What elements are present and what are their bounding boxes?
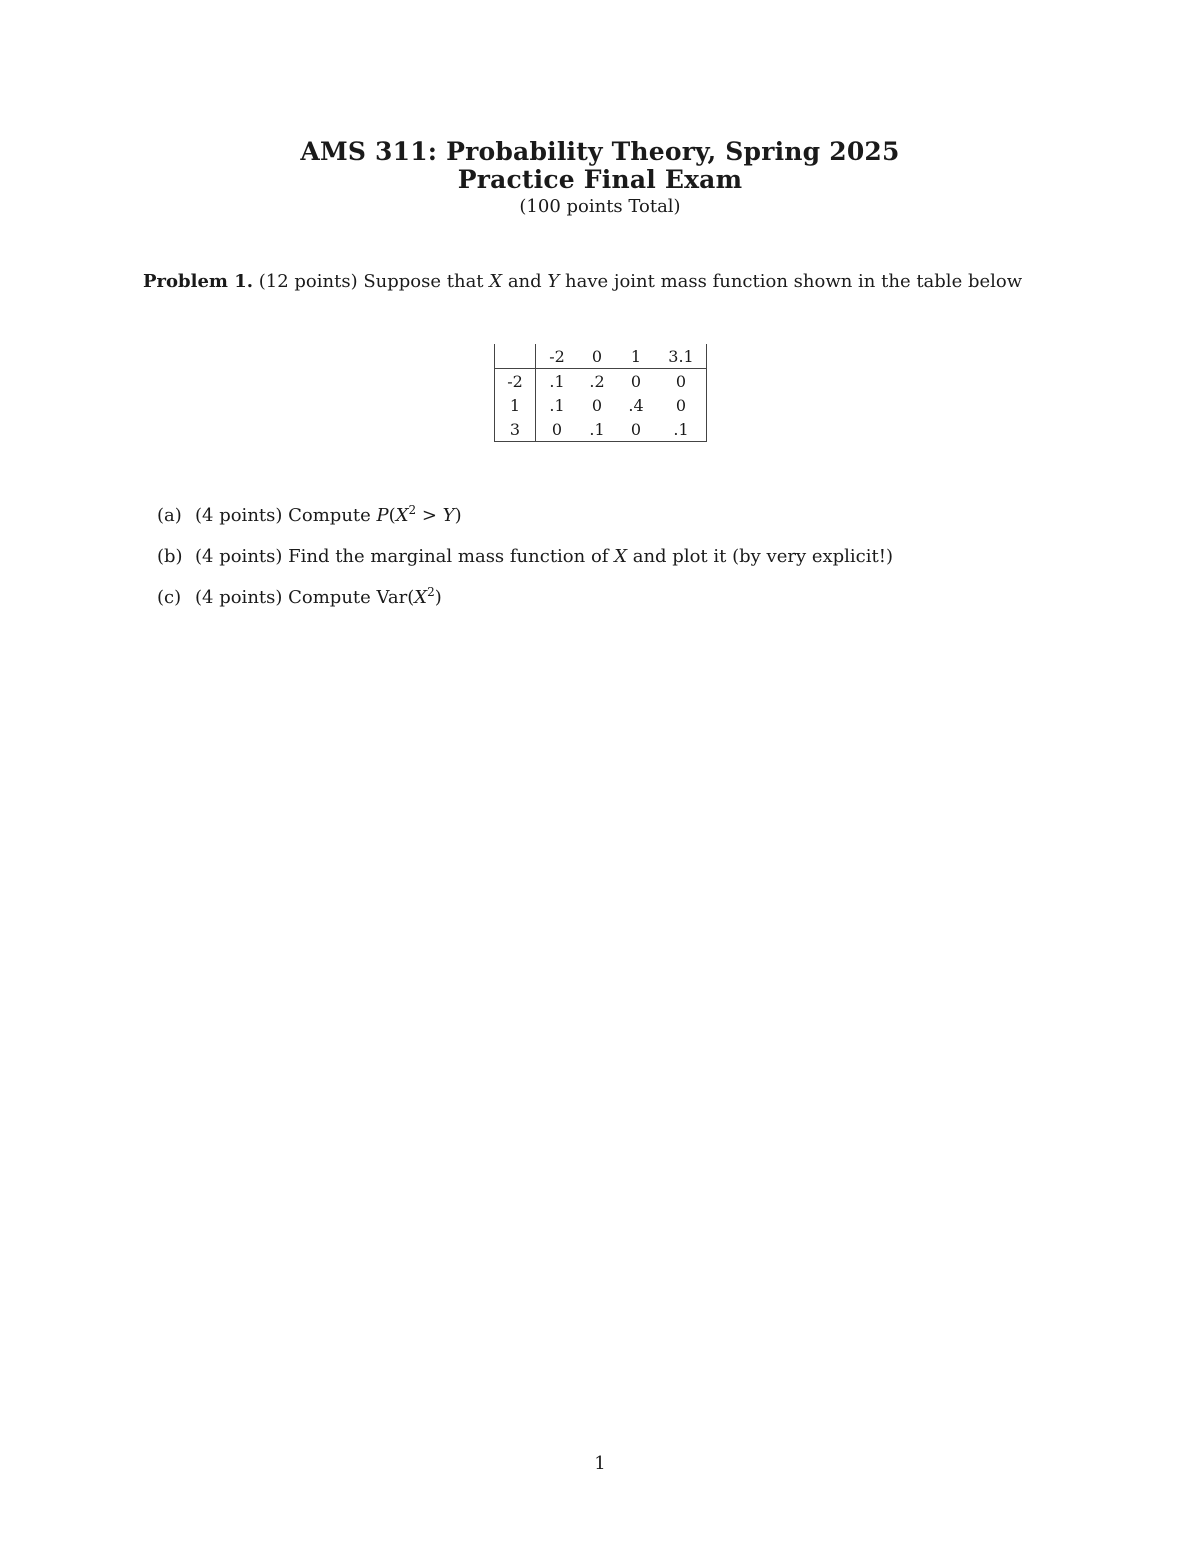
table-cell: .4 (628, 395, 644, 415)
table-cell: .2 (589, 371, 605, 391)
problem-1-text-b: have joint mass function shown in the table below (559, 271, 1023, 292)
math-open-paren: ( (388, 505, 396, 526)
math-close-paren: ) (454, 505, 462, 526)
table-col-header: 3.1 (656, 344, 707, 369)
table-header-row (495, 344, 707, 369)
problem-1-and: and (502, 271, 548, 292)
table-cell: .1 (549, 371, 565, 391)
math-comparison: > Y (416, 505, 455, 526)
table-cell: 0 (656, 369, 707, 394)
part-text-suffix: ) (434, 587, 442, 608)
course-title: AMS 311: Probability Theory, Spring 2025 (300, 137, 900, 166)
table-col-header: 1 (616, 344, 656, 369)
page-number: 1 (594, 1453, 606, 1474)
part-label: (a) (157, 505, 182, 526)
table-corner-cell (495, 344, 536, 369)
table-cell: 0 (616, 417, 656, 442)
math-x: X (395, 505, 409, 526)
problem-1-parts (157, 503, 893, 626)
problem-1-statement (143, 269, 1022, 295)
table-row-header: 3 (495, 417, 536, 442)
variable-x: X (489, 271, 503, 292)
table-cell: .1 (656, 417, 707, 442)
math-x: X (614, 546, 628, 567)
table-cell: 0 (536, 417, 579, 442)
problem-1-label: Problem 1. (143, 271, 254, 292)
variable-y: Y (547, 271, 560, 292)
table-row-header: -2 (495, 369, 536, 394)
table-row (495, 369, 707, 394)
part-text: (4 points) Compute Var( (195, 587, 415, 608)
table-row (495, 417, 707, 442)
part-b (157, 544, 893, 585)
math-x: X (414, 587, 428, 608)
table-cell: 0 (656, 393, 707, 417)
part-label: (b) (157, 546, 183, 567)
joint-mass-function-table (494, 344, 707, 442)
part-text-suffix: and plot it (by very explicit!) (627, 546, 894, 567)
math-exponent: 2 (427, 585, 435, 599)
table-cell: 0 (630, 371, 642, 391)
table-row-header: 1 (495, 393, 536, 417)
part-text: (4 points) Compute (195, 505, 377, 526)
math-p: P (376, 505, 389, 526)
problem-1-text-a: (12 points) Suppose that (258, 271, 490, 292)
part-a (157, 503, 893, 544)
table-row (495, 393, 707, 417)
table-cell: .1 (578, 417, 616, 442)
part-c (157, 585, 893, 626)
title-block (0, 138, 1200, 220)
part-text: (4 points) Find the marginal mass function of (195, 546, 615, 567)
math-exponent: 2 (408, 503, 417, 517)
table-col-header: -2 (536, 344, 579, 369)
table-cell: .1 (549, 395, 565, 415)
table-col-header: 0 (578, 344, 616, 369)
table-cell: 0 (591, 395, 603, 415)
points-total: (100 points Total) (519, 196, 681, 217)
exam-title: Practice Final Exam (457, 165, 743, 194)
part-label: (c) (157, 587, 182, 608)
